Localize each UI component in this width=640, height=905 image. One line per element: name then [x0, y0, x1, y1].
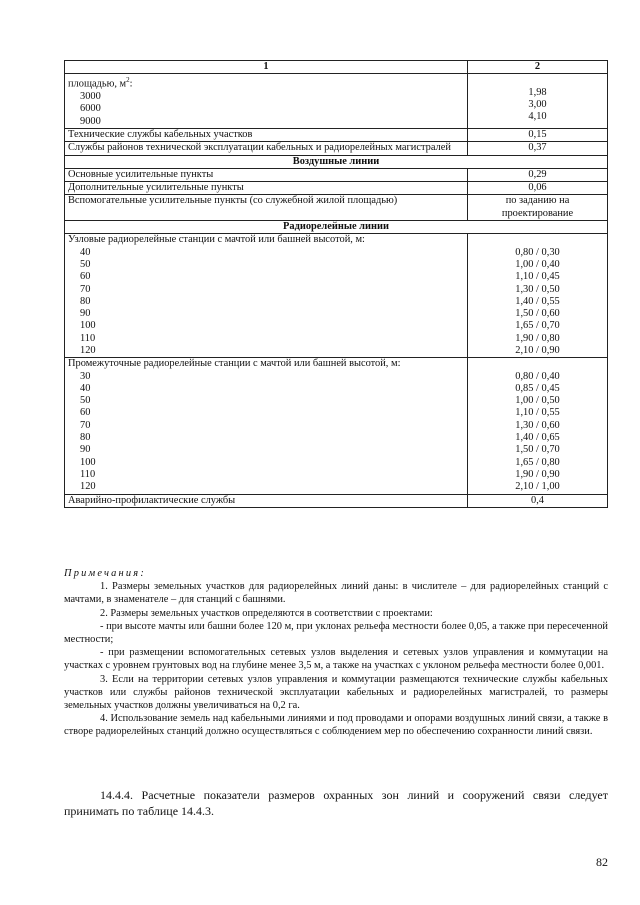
intermediate-value: 1,00 / 0,50 [515, 395, 560, 407]
intermediate-value: 1,30 / 0,60 [515, 419, 560, 431]
emergency-value: 0,4 [468, 494, 608, 507]
table-row-nodal [65, 234, 608, 358]
intermediate-value: 1,50 / 0,70 [515, 444, 560, 456]
table-row [65, 168, 608, 181]
intermediate-values-cell [468, 358, 608, 494]
tech-services-label: Технические службы кабельных участков [65, 128, 468, 141]
nodal-height: 110 [80, 332, 96, 344]
body-paragraph [64, 787, 608, 819]
intermediate-value: 0,85 / 0,45 [515, 382, 560, 394]
overhead-label: Основные усилительные пункты [65, 168, 468, 181]
area-cell [65, 74, 468, 129]
intermediate-value: 1,65 / 0,80 [515, 456, 560, 468]
table-row [65, 494, 608, 507]
intermediate-height: 50 [80, 395, 91, 407]
nodal-height: 100 [80, 320, 96, 332]
nodal-value: 1,00 / 0,40 [515, 258, 560, 270]
nodal-height: 50 [80, 258, 91, 270]
area-value: 3,00 [528, 98, 547, 110]
table-row-intermediate [65, 358, 608, 494]
nodal-height: 120 [80, 345, 96, 356]
area-size: 6000 [80, 103, 101, 115]
intermediate-value: 1,90 / 0,90 [515, 468, 560, 480]
intermediate-height: 30 [80, 370, 91, 382]
intermediate-height: 70 [80, 419, 91, 431]
nodal-value: 1,50 / 0,60 [515, 308, 560, 320]
nodal-value: 0,80 / 0,30 [515, 246, 560, 258]
district-services-value: 0,37 [468, 142, 608, 155]
intermediate-height: 110 [80, 468, 96, 480]
overhead-value: 0,06 [468, 182, 608, 195]
section-row-radio [65, 221, 608, 234]
intermediate-height: 90 [80, 444, 91, 456]
note-item: - при высоте мачты или башни более 120 м, при уклонах рельефа местности более 0,05, а также при пересеченной местности; [64, 620, 608, 646]
area-size: 9000 [80, 115, 101, 127]
table-row [65, 195, 608, 221]
nodal-value: 1,30 / 0,50 [515, 283, 560, 295]
district-services-label: Службы районов технической эксплуатации кабельных и радиорелейных магистралей [65, 142, 468, 155]
nodal-height: 80 [80, 295, 91, 307]
note-item: - при размещении вспомогательных сетевых узлов выделения и сетевых узлов управления и коммутации на участках с уровнем грунтовых вод на глубине менее 3,5 м, а также на участках с уклоном рельефа местности более 0,001. [64, 647, 608, 672]
nodal-height: 70 [80, 283, 91, 295]
note-item: 3. Если на территории сетевых узлов управления и коммутации размещаются технические службы кабельных участков или службы районов технической эксплуатации кабельных и радиорелейных магистралей, то размеры земельных участков должны увеличиваться на 0,2 га. [64, 673, 608, 712]
nodal-height: 90 [80, 308, 91, 320]
table-row-area [65, 74, 608, 129]
table-row [65, 182, 608, 195]
intermediate-height: 60 [80, 407, 91, 419]
intermediate-height: 100 [80, 456, 96, 468]
table-row [65, 142, 608, 155]
intermediate-value: 2,10 / 1,00 [515, 481, 560, 493]
nodal-height: 60 [80, 271, 91, 283]
nodal-cell [65, 234, 468, 358]
overhead-value: по заданию на проектирование [468, 195, 608, 221]
area-value: 1,98 [528, 86, 547, 98]
intermediate-label: Промежуточные радиорелейные станции с мачтой или башней высотой, м: [68, 358, 401, 370]
overhead-label: Дополнительные усилительные пункты [65, 182, 468, 195]
nodal-height: 40 [80, 246, 91, 258]
overhead-value: 0,29 [468, 168, 608, 181]
nodal-value: 1,10 / 0,45 [515, 271, 560, 283]
intermediate-value: 1,40 / 0,65 [515, 432, 560, 444]
land-area-table [64, 60, 608, 508]
notes-block [64, 567, 608, 739]
intermediate-cell [65, 358, 468, 494]
intermediate-height: 120 [80, 481, 96, 493]
section-title-radio: Радиорелейные линии [65, 221, 608, 234]
table-header-row [65, 61, 608, 74]
area-values-cell [468, 74, 608, 129]
area-value: 4,10 [528, 111, 547, 123]
emergency-label: Аварийно-профилактические службы [65, 494, 468, 507]
page-number: 82 [596, 855, 608, 869]
note-item: 4. Использование земель над кабельными линиями и под проводами и опорами воздушных линий связи, а также в створе радиорелейных станций должно осуществляться с соблюдением мер по обеспечению сохранности линий связи. [64, 713, 608, 738]
table-row [65, 128, 608, 141]
column-header-1: 1 [65, 61, 468, 74]
intermediate-value: 1,10 / 0,55 [515, 407, 560, 419]
note-item: 1. Размеры земельных участков для радиорелейных линий даны: в числителе – для радиорелейных станций с мачтами, в знаменателе – для станций с башнями. [64, 581, 608, 606]
nodal-value: 1,90 / 0,80 [515, 332, 560, 344]
area-label: площадью, $м^2$: [68, 76, 133, 90]
paragraph-14-4-4: 14.4.4. Расчетные показатели размеров охранных зон линий и сооружений связи следует принимать по таблице 14.4.3. [64, 788, 608, 818]
intermediate-value: 0,80 / 0,40 [515, 370, 560, 382]
section-title-overhead: Воздушные линии [65, 155, 608, 168]
area-size: 3000 [80, 91, 101, 103]
section-row-overhead [65, 155, 608, 168]
nodal-label: Узловые радиорелейные станции с мачтой или башней высотой, м: [68, 234, 365, 246]
nodal-value: 1,65 / 0,70 [515, 320, 560, 332]
column-header-2: 2 [468, 61, 608, 74]
note-item: 2. Размеры земельных участков определяются в соответствии с проектами: [100, 607, 433, 619]
nodal-value: 2,10 / 0,90 [515, 345, 560, 356]
notes-title: Примечания: [64, 568, 146, 579]
intermediate-height: 80 [80, 432, 91, 444]
intermediate-height: 40 [80, 382, 91, 394]
nodal-value: 1,40 / 0,55 [515, 295, 560, 307]
tech-services-value: 0,15 [468, 128, 608, 141]
nodal-values-cell [468, 234, 608, 358]
overhead-label: Вспомогательные усилительные пункты (со служебной жилой площадью) [65, 195, 468, 221]
